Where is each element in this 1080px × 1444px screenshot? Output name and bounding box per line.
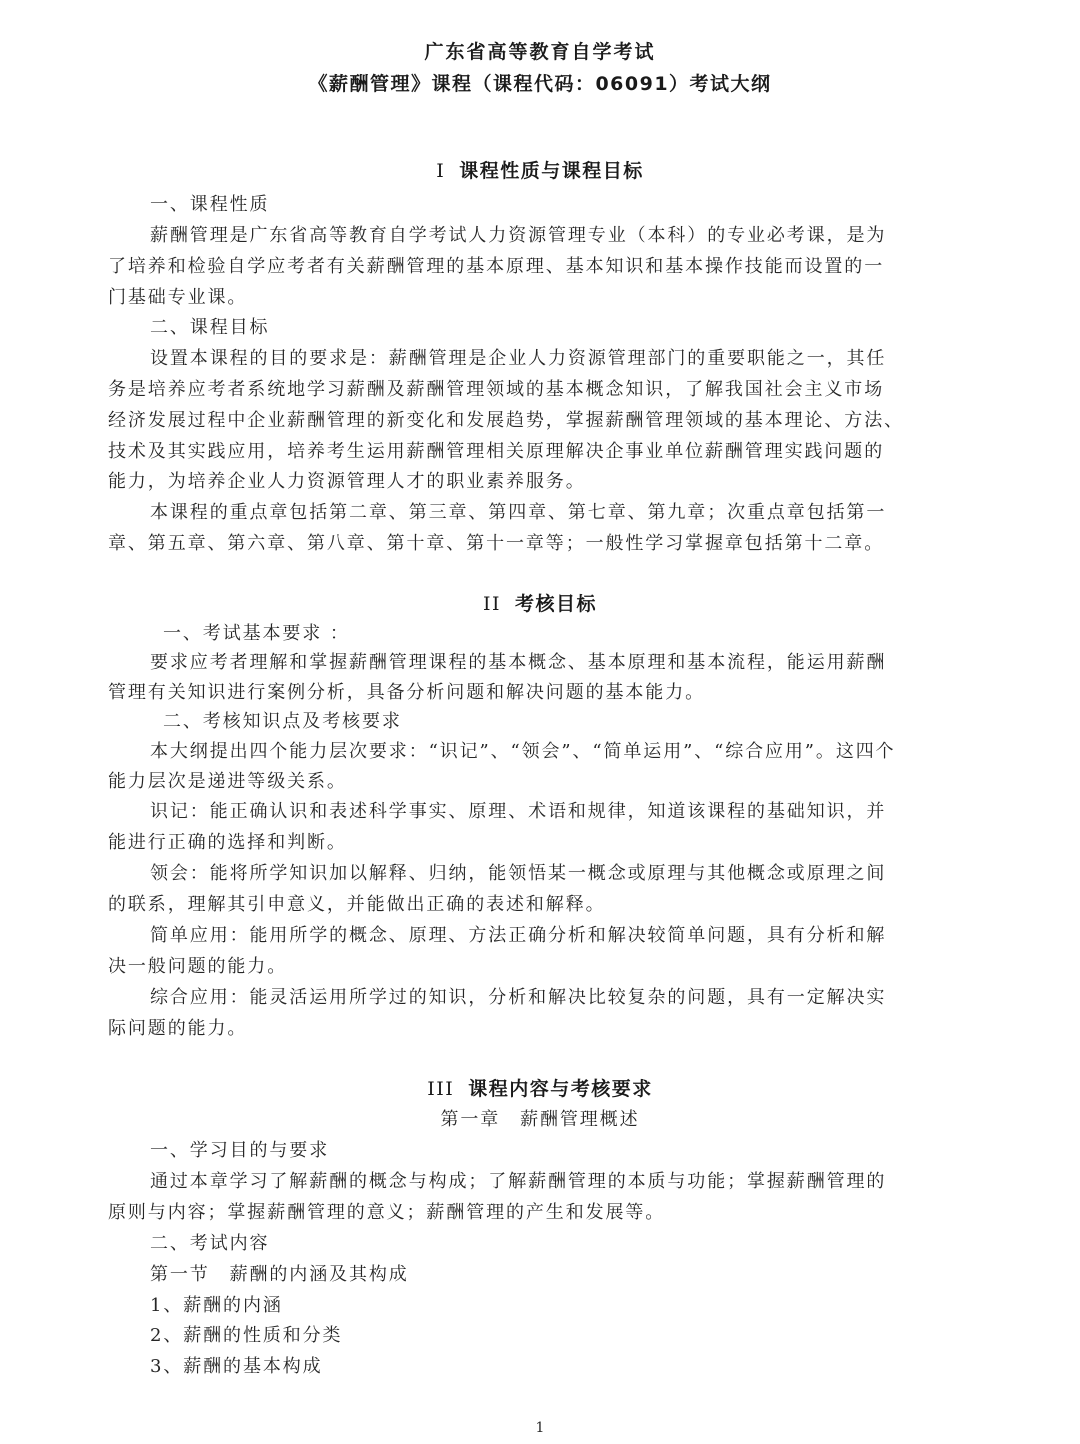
list-item: 3、薪酬的基本构成 (150, 1356, 323, 1377)
section-title: 第一节 薪酬的内涵及其构成 (150, 1264, 409, 1285)
paragraph-line: 的联系，理解其引申意义，并能做出正确的表述和解释。 (108, 894, 606, 915)
paragraph-line: 要求应考者理解和掌握薪酬管理课程的基本概念、基本原理和基本流程，能运用薪酬 (150, 652, 887, 673)
paragraph-line: 管理有关知识进行案例分析，具备分析问题和解决问题的基本能力。 (108, 682, 705, 703)
chapter-title: 第一章 薪酬管理概述 (440, 1109, 640, 1130)
paragraph-line: 领会：能将所学知识加以解释、归纳，能领悟某一概念或原理与其他概念或原理之间 (150, 863, 887, 884)
paragraph-line: 能力层次是递进等级关系。 (108, 771, 347, 792)
part1-heading (0, 159, 1080, 183)
paragraph-line: 章、第五章、第六章、第八章、第十章、第十一章等；一般性学习掌握章包括第十二章。 (108, 533, 885, 554)
part3-roman-numeral: III (427, 1078, 455, 1100)
part3-s1-heading: 一、学习目的与要求 (150, 1140, 330, 1161)
paragraph-line: 本大纲提出四个能力层次要求：“识记”、“领会”、“简单运用”、“综合应用”。这四个 (150, 741, 896, 762)
part3-title: 课程内容与考核要求 (468, 1078, 653, 1100)
part1-s2-heading: 二、课程目标 (150, 317, 270, 338)
paragraph-line: 综合应用：能灵活运用所学过的知识，分析和解决比较复杂的问题，具有一定解决实 (150, 987, 887, 1008)
paragraph-line: 能力，为培养企业人力资源管理人才的职业素养服务。 (108, 471, 586, 492)
part3-heading (0, 1077, 1080, 1101)
list-item: 1、薪酬的内涵 (150, 1295, 283, 1316)
part2-title: 考核目标 (515, 593, 598, 615)
paragraph-line: 识记：能正确认识和表述科学事实、原理、术语和规律，知道该课程的基础知识，并 (150, 801, 887, 822)
part1-s1-heading: 一、课程性质 (150, 194, 270, 215)
part1-roman-numeral: I (436, 160, 446, 182)
paragraph-line: 际问题的能力。 (108, 1018, 248, 1039)
paragraph-line: 务是培养应考者系统地学习薪酬及薪酬管理领域的基本概念知识，了解我国社会主义市场 (108, 379, 885, 400)
part1-title: 课程性质与课程目标 (459, 160, 644, 182)
part2-heading (0, 592, 1080, 616)
part2-s1-heading: 一、考试基本要求 ： (163, 623, 350, 644)
paragraph-line: 决一般问题的能力。 (108, 956, 288, 977)
page-number: 1 (535, 1420, 545, 1436)
document-title: 广东省高等教育自学考试 (424, 41, 656, 63)
part2-roman-numeral: II (482, 593, 501, 615)
paragraph-line: 门基础专业课。 (108, 287, 248, 308)
paragraph-line: 原则与内容；掌握薪酬管理的意义；薪酬管理的产生和发展等。 (108, 1202, 666, 1223)
paragraph-line: 本课程的重点章包括第二章、第三章、第四章、第七章、第九章；次重点章包括第一 (150, 502, 887, 523)
document-subtitle: 《薪酬管理》课程（课程代码：06091）考试大纲 (308, 73, 772, 95)
part3-s2-heading: 二、考试内容 (150, 1233, 270, 1254)
paragraph-line: 经济发展过程中企业薪酬管理的新变化和发展趋势，掌握薪酬管理领域的基本理论、方法、 (108, 410, 904, 431)
list-item: 2、薪酬的性质和分类 (150, 1325, 343, 1346)
part2-s2-heading: 二、考核知识点及考核要求 (163, 711, 402, 732)
paragraph-line: 简单应用：能用所学的概念、原理、方法正确分析和解决较简单问题，具有分析和解 (150, 925, 887, 946)
paragraph-line: 技术及其实践应用，培养考生运用薪酬管理相关原理解决企事业单位薪酬管理实践问题的 (108, 441, 885, 462)
paragraph-line: 了培养和检验自学应考者有关薪酬管理的基本原理、基本知识和基本操作技能而设置的一 (108, 256, 885, 277)
paragraph-line: 薪酬管理是广东省高等教育自学考试人力资源管理专业（本科）的专业必考课，是为 (150, 225, 887, 246)
paragraph-line: 通过本章学习了解薪酬的概念与构成；了解薪酬管理的本质与功能；掌握薪酬管理的 (150, 1171, 887, 1192)
paragraph-line: 能进行正确的选择和判断。 (108, 832, 347, 853)
paragraph-line: 设置本课程的目的要求是：薪酬管理是企业人力资源管理部门的重要职能之一，其任 (150, 348, 887, 369)
